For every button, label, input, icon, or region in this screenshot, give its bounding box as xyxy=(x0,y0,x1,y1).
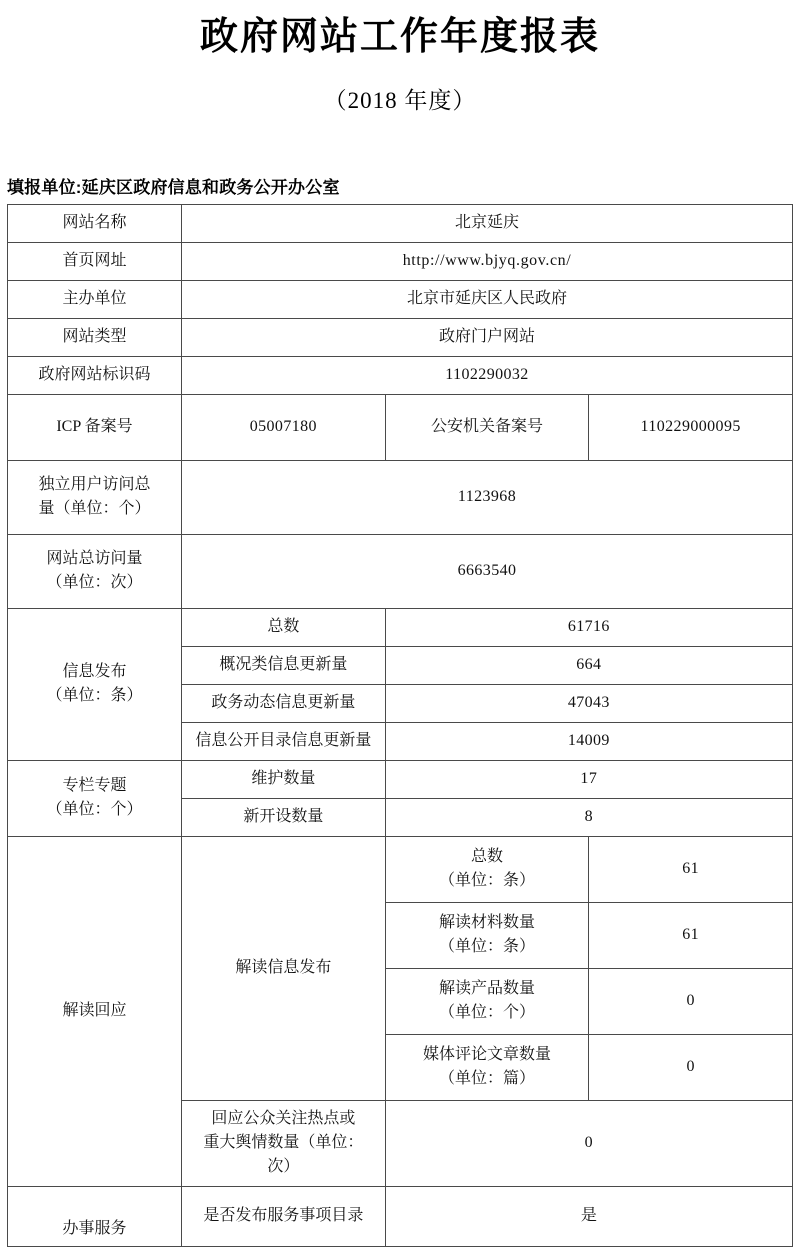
row-label-host-unit: 主办单位 xyxy=(8,280,182,318)
detail-value-media-comment-count: 0 xyxy=(589,1034,793,1100)
table-row xyxy=(8,318,793,356)
label-line-1: 独立用户访问总 xyxy=(38,476,151,493)
row-label-icp: ICP 备案号 xyxy=(8,394,182,460)
table-row xyxy=(8,836,793,902)
sub-value-service-catalog-published: 是 xyxy=(385,1186,792,1246)
label-line-2: 重大舆情数量（单位： xyxy=(203,1134,364,1151)
label-line-1: 总数 xyxy=(470,848,503,865)
label-line-1: 信息发布 xyxy=(62,663,127,680)
table-row xyxy=(8,534,793,608)
label-line-1: 解读产品数量 xyxy=(438,980,535,997)
label-line-2: （单位：个） xyxy=(46,801,143,818)
detail-label-media-comment-count xyxy=(385,1034,589,1100)
detail-value-interp-material-count: 61 xyxy=(589,902,793,968)
row-value-site-type: 政府门户网站 xyxy=(182,318,793,356)
label-line-1: 回应公众关注热点或 xyxy=(211,1110,356,1127)
label-line-2: 量（单位：个） xyxy=(38,500,151,517)
row-label-site-type: 网站类型 xyxy=(8,318,182,356)
sub-value-newly-opened-count: 8 xyxy=(385,798,792,836)
row-label-site-name: 网站名称 xyxy=(8,204,182,242)
row-value-police-record: 110229000095 xyxy=(589,394,793,460)
row-label-homepage: 首页网址 xyxy=(8,242,182,280)
label-line-2: （单位：条） xyxy=(46,687,143,704)
sub-label-maintained-count: 维护数量 xyxy=(182,760,386,798)
sub-label-newly-opened-count: 新开设数量 xyxy=(182,798,386,836)
row-value-unique-visitors: 1123968 xyxy=(182,460,793,534)
sub-value-info-affairs-updates: 47043 xyxy=(385,684,792,722)
table-row xyxy=(8,394,793,460)
page-subtitle: （2018 年度） xyxy=(323,87,477,113)
sub-value-info-catalog-updates: 14009 xyxy=(385,722,792,760)
label-line-3: 次） xyxy=(267,1158,300,1175)
table-row xyxy=(8,1186,793,1246)
table-row xyxy=(8,608,793,646)
detail-label-interp-product-count xyxy=(385,968,589,1034)
detail-value-interp-total: 61 xyxy=(589,836,793,902)
sub-label-info-catalog-updates: 信息公开目录信息更新量 xyxy=(182,722,386,760)
row-label-service: 办事服务 xyxy=(8,1186,182,1246)
row-label-column-topic xyxy=(8,760,182,836)
label-line-2: （单位：篇） xyxy=(438,1070,535,1087)
row-label-interpretation-response: 解读回应 xyxy=(8,836,182,1186)
detail-value-interp-product-count: 0 xyxy=(589,968,793,1034)
table-row xyxy=(8,760,793,798)
label-line-2: （单位：条） xyxy=(438,872,535,889)
label-line-2: （单位：条） xyxy=(438,938,535,955)
label-line-1: 媒体评论文章数量 xyxy=(422,1046,551,1063)
row-value-icp: 05007180 xyxy=(182,394,386,460)
row-value-host-unit: 北京市延庆区人民政府 xyxy=(182,280,793,318)
annual-report-table xyxy=(7,204,793,1247)
sub-value-info-total: 61716 xyxy=(385,608,792,646)
row-label-info-publish xyxy=(8,608,182,760)
detail-label-interp-material-count xyxy=(385,902,589,968)
detail-label-interp-total xyxy=(385,836,589,902)
label-line-1: 网站总访问量 xyxy=(46,550,143,567)
filer-unit-line: 填报单位:延庆区政府信息和政务公开办公室 xyxy=(7,177,340,197)
table-row xyxy=(8,280,793,318)
sub-label-info-affairs-updates: 政务动态信息更新量 xyxy=(182,684,386,722)
sub-label-public-hotspot-response xyxy=(182,1100,386,1186)
table-row xyxy=(8,356,793,394)
table-row xyxy=(8,242,793,280)
row-label-site-code: 政府网站标识码 xyxy=(8,356,182,394)
sub-label-info-overview-updates: 概况类信息更新量 xyxy=(182,646,386,684)
sub-value-public-hotspot-response: 0 xyxy=(385,1100,792,1186)
row-value-site-name: 北京延庆 xyxy=(182,204,793,242)
row-label-police-record: 公安机关备案号 xyxy=(385,394,589,460)
row-label-unique-visitors xyxy=(8,460,182,534)
row-value-homepage: http://www.bjyq.gov.cn/ xyxy=(182,242,793,280)
label-line-2: （单位：次） xyxy=(46,574,143,591)
sub-value-maintained-count: 17 xyxy=(385,760,792,798)
row-value-total-visits: 6663540 xyxy=(182,534,793,608)
page-title: 政府网站工作年度报表 xyxy=(199,16,600,58)
sub-label-interpretation-publish: 解读信息发布 xyxy=(182,836,386,1100)
label-line-2: （单位：个） xyxy=(438,1004,535,1021)
sub-label-service-catalog-published: 是否发布服务事项目录 xyxy=(182,1186,386,1246)
label-line-1: 专栏专题 xyxy=(62,777,127,794)
row-value-site-code: 1102290032 xyxy=(182,356,793,394)
row-label-total-visits xyxy=(8,534,182,608)
sub-value-info-overview-updates: 664 xyxy=(385,646,792,684)
sub-label-info-total: 总数 xyxy=(182,608,386,646)
table-row xyxy=(8,460,793,534)
table-row xyxy=(8,204,793,242)
label-line-1: 解读材料数量 xyxy=(438,914,535,931)
